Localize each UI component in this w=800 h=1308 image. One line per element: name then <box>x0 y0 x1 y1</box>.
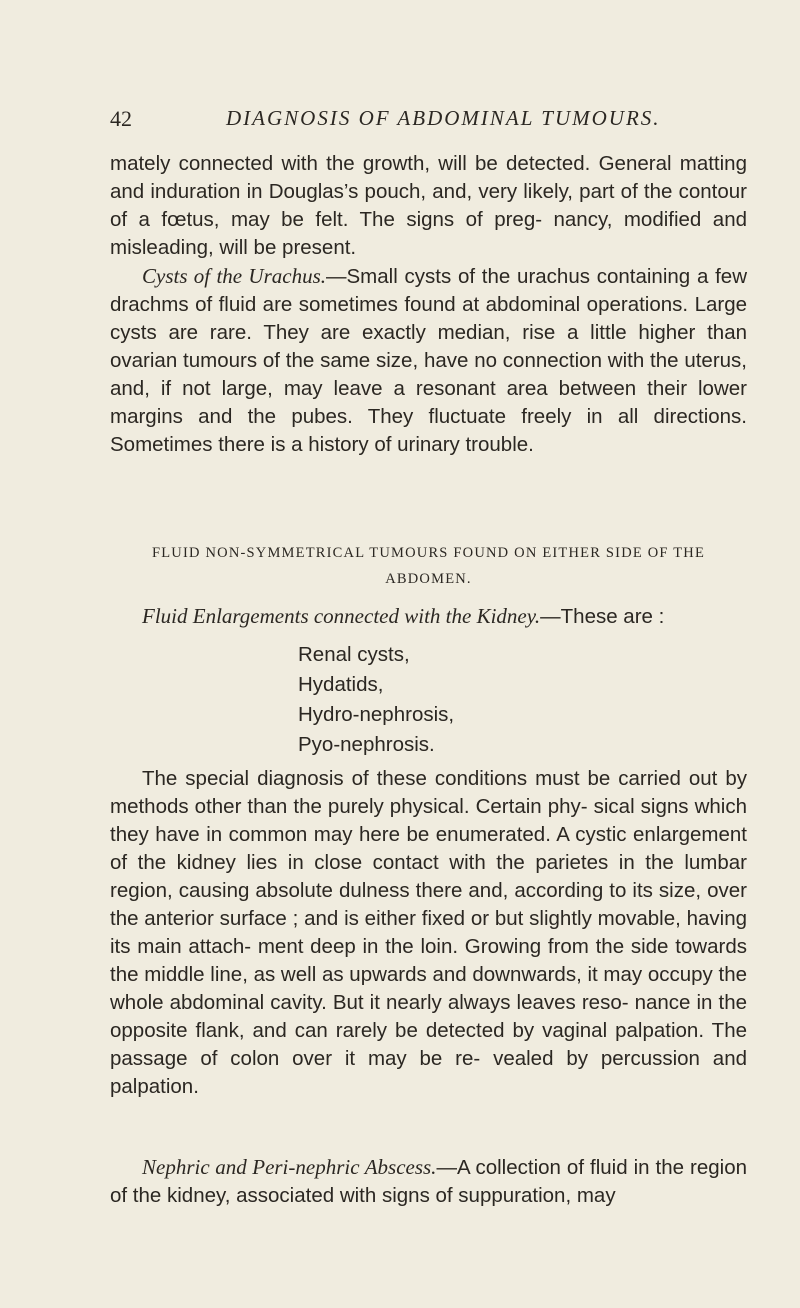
page-number: 42 <box>110 106 132 131</box>
kidney-conditions-list <box>298 640 454 760</box>
list-item: Pyo-nephrosis. <box>298 733 435 756</box>
abscess-text: —A collection of fluid in the region of the kidney, associated with signs of suppuration, may <box>110 1156 747 1207</box>
kidney-heading: Fluid Enlargements connected with the Kidney. <box>142 604 541 628</box>
paragraph-urachus <box>110 262 747 459</box>
page-header <box>110 106 750 136</box>
list-item: Hydatids, <box>298 673 384 696</box>
list-item: Hydro-nephrosis, <box>298 703 455 726</box>
abscess-heading: Nephric and Peri-nephric Abscess. <box>142 1155 437 1179</box>
paragraph-diagnosis: The special diagnosis of these conditions must be carried out by methods other than the purely physical. Certain phy- sical signs which they have in common may here be enumerated. A cystic enlargement of the kidney lies in close contact with the parietes in the lumbar region, causing absolute dulness there and, according to its size, over the anterior surface ; and is either fixed or but slightly movable, having its main attach- ment deep in the loin. Growing from the side towards the middle line, as well as upwards and downwards, it may occupy the whole abdominal cavity. But it nearly always leaves reso- nance in the opposite flank, and can rarely be detected by vaginal palpation. The passage of colon over it may be re- vealed by percussion and palpation. <box>110 767 747 1098</box>
list-item: Renal cysts, <box>298 643 410 666</box>
paragraph-continuation: mately connected with the growth, will be detected. General matting and induration in Douglas’s pouch, and, very likely, part of the contour of a fœtus, may be felt. The signs of preg- nancy, modified and misleading, will be present. <box>110 152 747 259</box>
running-title: DIAGNOSIS OF ABDOMINAL TUMOURS. <box>226 106 661 130</box>
urachus-heading: Cysts of the Urachus. <box>142 264 326 288</box>
urachus-text: —Small cysts of the urachus containing a few drachms of fluid are sometimes found at abdominal operations. Large cysts are rare. They are exactly median, rise a little higher than ovarian tumours of the same size, have no connection with the uterus, and, if not large, may leave a resonant area between their lower margins and the pubes. They fluctuate freely in all directions. Sometimes there is a history of urinary trouble. <box>110 265 747 456</box>
paragraph-abscess <box>110 1153 747 1210</box>
paragraph-kidney <box>110 602 747 631</box>
section-heading: FLUID NON-SYMMETRICAL TUMOURS FOUND ON EITHER SIDE OF THE ABDOMEN. <box>151 545 706 587</box>
kidney-text: —These are : <box>540 605 665 628</box>
